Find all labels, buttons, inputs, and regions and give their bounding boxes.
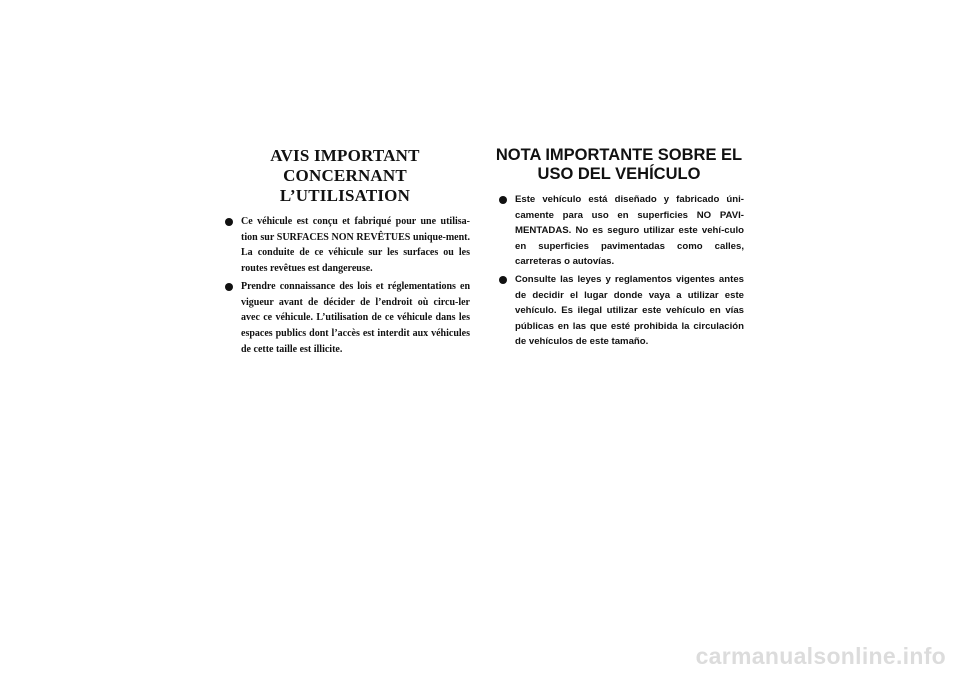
spanish-notice-title	[494, 146, 744, 184]
french-bullet-list	[220, 214, 470, 357]
french-title-line-2: CONCERNANT L’UTILISATION	[279, 166, 411, 205]
bullet-dot-icon	[499, 276, 507, 284]
spanish-bullet-text: Este vehículo está diseñado y fabricado úni-camente para uso en superficies NO PAVI-MENTADAS. No es seguro utilizar este vehí-culo en superficies pavimentadas como calles, carreteras o autovías.	[515, 194, 744, 268]
french-bullet-text: Ce véhicule est conçu et fabriqué pour une utilisa-tion sur SURFACES NON REVÊTUES unique-ment. La conduite de ce véhicule sur les surfaces ou les routes revêtues est dangereuse.	[241, 216, 470, 275]
french-bullet-item	[220, 279, 470, 358]
spanish-bullet-item	[494, 192, 744, 270]
french-notice-title	[220, 146, 470, 206]
spanish-notice-section	[494, 146, 744, 352]
spanish-bullet-item	[494, 272, 744, 350]
spanish-bullet-text: Consulte las leyes y reglamentos vigentes antes de decidir el lugar donde vaya a utilizar este vehículo. Es ilegal utilizar este vehículo en vías públicas en las que esté prohibida la circulación de vehículos de este tamaño.	[515, 273, 744, 348]
french-notice-section	[220, 146, 470, 359]
bullet-dot-icon	[499, 196, 507, 204]
spanish-bullet-list	[494, 192, 744, 350]
site-watermark: carmanualsonline.info	[695, 643, 946, 669]
bullet-dot-icon	[225, 218, 233, 226]
spanish-title-line-1: NOTA IMPORTANTE SOBRE EL	[495, 146, 743, 164]
french-bullet-item	[220, 214, 470, 277]
french-title-line-1: AVIS IMPORTANT	[270, 146, 420, 165]
bullet-dot-icon	[225, 283, 233, 291]
french-bullet-text: Prendre connaissance des lois et réglementations en vigueur avant de décider de l’endroit où circu-ler avec ce véhicule. L’utilisation de ce véhicule dans les espaces publics dont l’accès est interdit aux véhicules de cette taille est illicite.	[241, 280, 470, 355]
spanish-title-line-2: USO DEL VEHÍCULO	[537, 165, 701, 183]
